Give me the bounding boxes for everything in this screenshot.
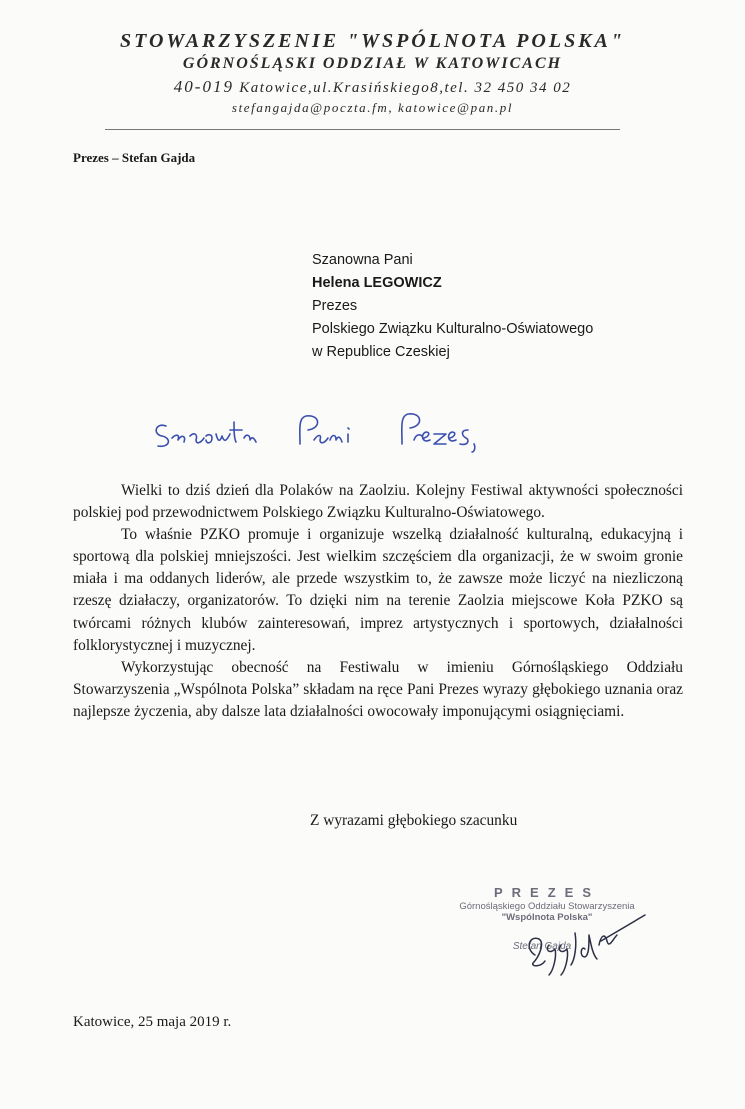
- stamp-name: Stefan Gajda: [512, 941, 572, 952]
- addressee-block: [312, 249, 593, 364]
- letter-body: [73, 480, 683, 723]
- signature: [505, 905, 655, 985]
- president-line: Prezes – Stefan Gajda: [73, 150, 196, 165]
- letterhead-postal-code: 40-019: [173, 77, 234, 96]
- addressee-salutation: Szanowna Pani: [312, 252, 413, 268]
- date-line: Katowice, 25 maja 2019 r.: [73, 1014, 232, 1030]
- addressee-role: Prezes: [312, 298, 358, 314]
- stamp-title: PREZES: [493, 885, 600, 900]
- body-paragraph-2: To właśnie PZKO promuje i organizuje wszelką działalność kulturalną, edukacyjną i sportową dla polskiej mniejszości. Jest wielkim szczęściem dla organizacji, że w swoim gronie miała i ma oddanych liderów, ale przede wszystkim to, że zawsze może liczyć na niezliczoną rzeszę działaczy, organizatorów. To dzięki nim na terenie Zaolzia miejscowe Koła PZKO są twórcami różnych klubów zainteresowań, imprez artystycznych i sportowych, działalności folklorystycznej i muzycznej.: [73, 526, 683, 654]
- letterhead-branch: GÓRNOŚLĄSKI ODDZIAŁ W KATOWICACH: [182, 55, 563, 72]
- body-paragraph-3: Wykorzystując obecność na Festiwalu w imieniu Górnośląskiego Oddziału Stowarzyszenia „Wspólnota Polska” składam na ręce Pani Prezes wyrazy głębokiego uznania oraz najlepsze życzenia, aby dalsze lata działalności owocowały imponującymi osiągnięciami.: [73, 658, 683, 720]
- letterhead-divider: [105, 129, 620, 130]
- closing-line: Z wyrazami głębokiego szacunku: [310, 812, 518, 829]
- letterhead-organization: STOWARZYSZENIE "WSPÓLNOTA POLSKA": [120, 30, 625, 52]
- stamp-line-1: Górnośląskiego Oddziału Stowarzyszenia: [459, 901, 635, 912]
- letterhead-emails: stefangajda@poczta.fm, katowice@pan.pl: [231, 100, 514, 115]
- handwritten-greeting: [150, 400, 550, 460]
- stamp-line-2: "Wspólnota Polska": [501, 912, 593, 923]
- addressee-organization: Polskiego Związku Kulturalno-Oświatowego: [312, 321, 594, 337]
- addressee-location: w Republice Czeskiej: [312, 344, 450, 360]
- body-paragraph-1: Wielki to dziś dzień dla Polaków na Zaolziu. Kolejny Festiwal aktywności społeczności polskiej pod przewodnictwem Polskiego Związku Kulturalno-Oświatowego.: [73, 482, 683, 522]
- letterhead-address-line: [0, 77, 745, 97]
- letterhead-address: Katowice,ul.Krasińskiego8,tel. 32 450 34 02: [239, 80, 572, 96]
- addressee-name: Helena LEGOWICZ: [312, 275, 442, 291]
